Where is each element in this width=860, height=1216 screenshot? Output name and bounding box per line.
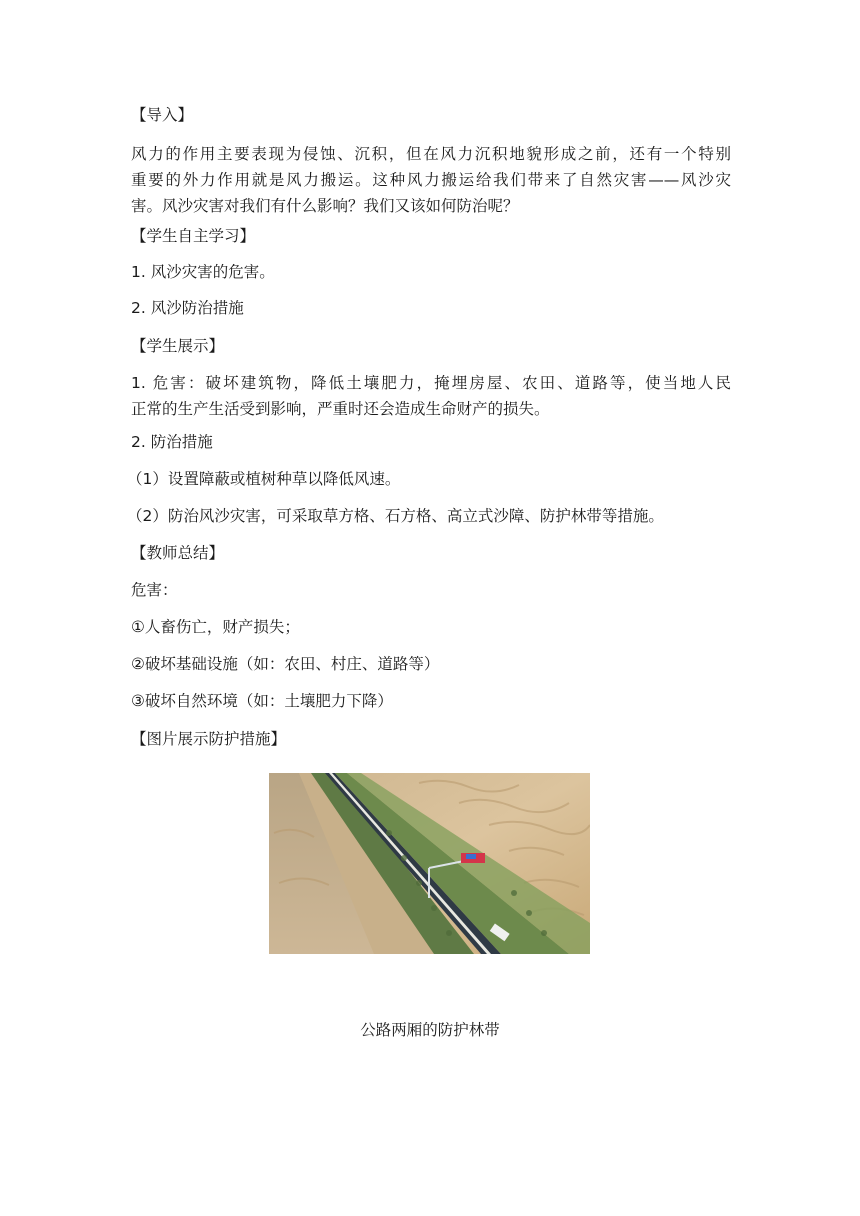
intro-heading: 【导入】 [131,106,194,124]
show-heading: 【学生展示】 [131,337,225,355]
photo-caption: 公路两厢的防护林带 [360,1021,500,1039]
harm-label: 危害： [131,581,178,599]
self-study-item-1: 1. 风沙灾害的危害。 [131,263,275,281]
harm-item-2: ②破坏基础设施（如：农田、村庄、道路等） [131,655,440,673]
intro-line-3: 害。风沙灾害对我们有什么影响？我们又该如何防治呢？ [131,197,519,215]
picture-heading: 【图片展示防护措施】 [131,730,287,748]
self-study-heading: 【学生自主学习】 [131,227,256,245]
measure-2: （2）防治风沙灾害，可采取草方格、石方格、高立式沙障、防护林带等措施。 [127,507,664,525]
harm-item-1: ①人畜伤亡，财产损失； [131,618,300,636]
intro-line-2: 重要的外力作用就是风力搬运。这种风力搬运给我们带来了自然灾害——风沙灾 [131,171,731,189]
harm-item-3: ③破坏自然环境（如：土壤肥力下降） [131,692,393,710]
show-item-1-line-2: 正常的生产生活受到影响，严重时还会造成生命财产的损失。 [131,400,550,418]
measure-1: （1）设置障蔽或植树种草以降低风速。 [127,470,401,488]
desert-highway-photo [269,773,590,954]
show-item-1 [131,370,731,422]
intro-line-1: 风力的作用主要表现为侵蚀、沉积，但在风力沉积地貌形成之前，还有一个特别 [131,145,731,163]
intro-paragraph [131,141,731,219]
show-item-2: 2. 防治措施 [131,433,213,451]
show-item-1-line-1: 1. 危害：破坏建筑物，降低土壤肥力，掩埋房屋、农田、道路等，使当地人民 [131,374,731,392]
self-study-item-2: 2. 风沙防治措施 [131,299,244,317]
summary-heading: 【教师总结】 [131,544,225,562]
